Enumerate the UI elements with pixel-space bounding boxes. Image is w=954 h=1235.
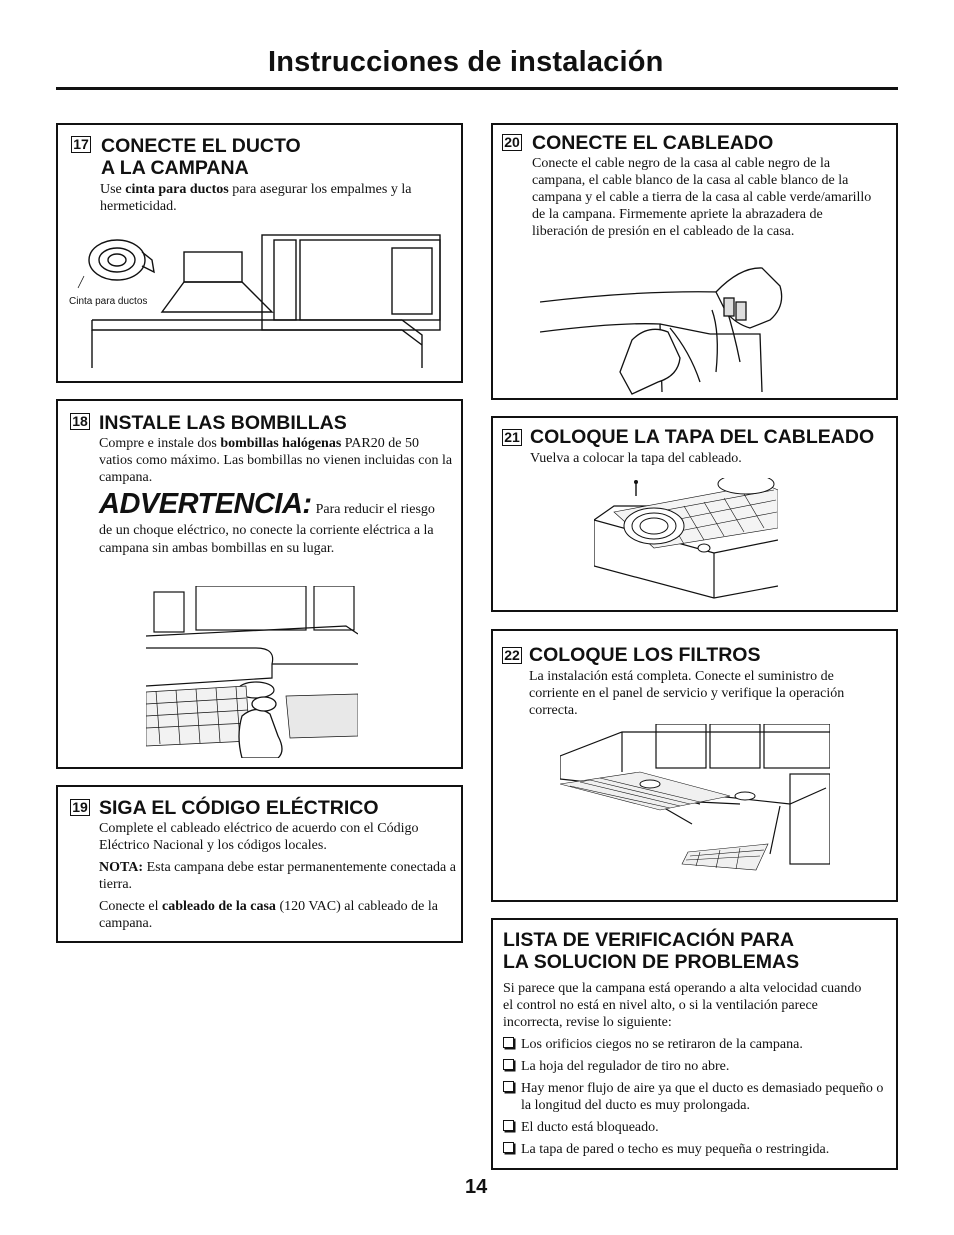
step-21-text: Vuelva a colocar la tapa del cableado. (530, 451, 742, 466)
page-title: Instrucciones de instalación (268, 46, 664, 78)
checkbox-icon (503, 1059, 514, 1070)
step-20-text: Conecte el cable negro de la casa al cable negro de la campana, el cable blanco de la casa al cable blanco de la campana y el cable a tierra de la casa al cable verde/amarillo de la campana. Firmemente apriete la abrazadera de liberación de presión en el cableado de la casa. (532, 156, 872, 239)
step-20-heading: CONECTE EL CABLEADO (532, 132, 774, 154)
step-20-number: 20 (502, 134, 522, 151)
wiring-cover-illustration (594, 478, 778, 606)
troubleshooting-heading (503, 929, 799, 973)
step-17-heading-line1: CONECTE EL DUCTO (101, 135, 301, 157)
filter-installation-illustration (560, 724, 830, 874)
title-rule (56, 87, 898, 90)
checklist-item: La hoja del regulador de tiro no abre. (503, 1058, 888, 1075)
step-19-heading: SIGA EL CÓDIGO ELÉCTRICO (99, 797, 379, 819)
warning-text: Para reducir el riesgo de un choque eléctrico, no conecte la corriente eléctrica a la campana sin ambas bombillas en su lugar. (99, 502, 435, 556)
checklist-item: El ducto está bloqueado. (503, 1119, 888, 1136)
step-17-text: Use cinta para ductos para asegurar los empalmes y la hermeticidad. (100, 182, 412, 214)
step-19-number: 19 (70, 799, 90, 816)
troubleshooting-heading-line2: LA SOLUCION DE PROBLEMAS (503, 951, 800, 973)
step-18-heading: INSTALE LAS BOMBILLAS (99, 412, 347, 434)
page-number: 14 (465, 1176, 488, 1198)
warning-label: ADVERTENCIA: (99, 488, 312, 520)
checkbox-icon (503, 1081, 514, 1092)
troubleshooting-heading-line1: LISTA DE VERIFICACIÓN PARA (503, 929, 795, 951)
checkbox-icon (503, 1037, 514, 1048)
wiring-illustration (540, 262, 802, 396)
step-17-heading-line2: A LA CAMPANA (101, 157, 249, 179)
step-22-number: 22 (502, 647, 522, 664)
step-21-number: 21 (502, 429, 522, 446)
step-17-heading (101, 135, 301, 179)
checklist-item: Hay menor flujo de aire ya que el ducto es demasiado pequeño o la longitud del ducto es muy prolongada. (503, 1080, 893, 1114)
step-19-note: NOTA: Esta campana debe estar permanentemente conectada a tierra. (99, 860, 456, 892)
step-17-number: 17 (71, 136, 91, 153)
step-22-heading: COLOQUE LOS FILTROS (529, 644, 761, 666)
step-18-number: 18 (70, 413, 90, 430)
step-18-warning (99, 488, 444, 557)
step-19-text-3: Conecte el cableado de la casa (120 VAC) al cableado de la campana. (99, 899, 438, 931)
step-22-text: La instalación está completa. Conecte el suministro de corriente en el panel de servicio y verifique la operación correcta. (529, 669, 845, 718)
bulb-installation-illustration (146, 586, 358, 758)
step-19-text-1: Complete el cableado eléctrico de acuerdo con el Código Eléctrico Nacional y los códigos locales. (99, 821, 419, 853)
checklist-item: La tapa de pared o techo es muy pequeña o restringida. (503, 1141, 893, 1158)
checkbox-icon (503, 1120, 514, 1131)
step-18-text: Compre e instale dos bombillas halógenas PAR20 de 50 vatios como máximo. Las bombillas no vienen incluidas con la campana. (99, 436, 453, 485)
checkbox-icon (503, 1142, 514, 1153)
checklist-item: Los orificios ciegos no se retiraron de la campana. (503, 1036, 888, 1053)
troubleshooting-intro: Si parece que la campana está operando a alta velocidad cuando el control no está en nivel alto, o si la ventilación parece incorrecta, revise lo siguiente: (503, 981, 862, 1030)
duct-tape-caption: Cinta para ductos (69, 296, 148, 307)
step-21-heading: COLOQUE LA TAPA DEL CABLEADO (530, 426, 875, 448)
